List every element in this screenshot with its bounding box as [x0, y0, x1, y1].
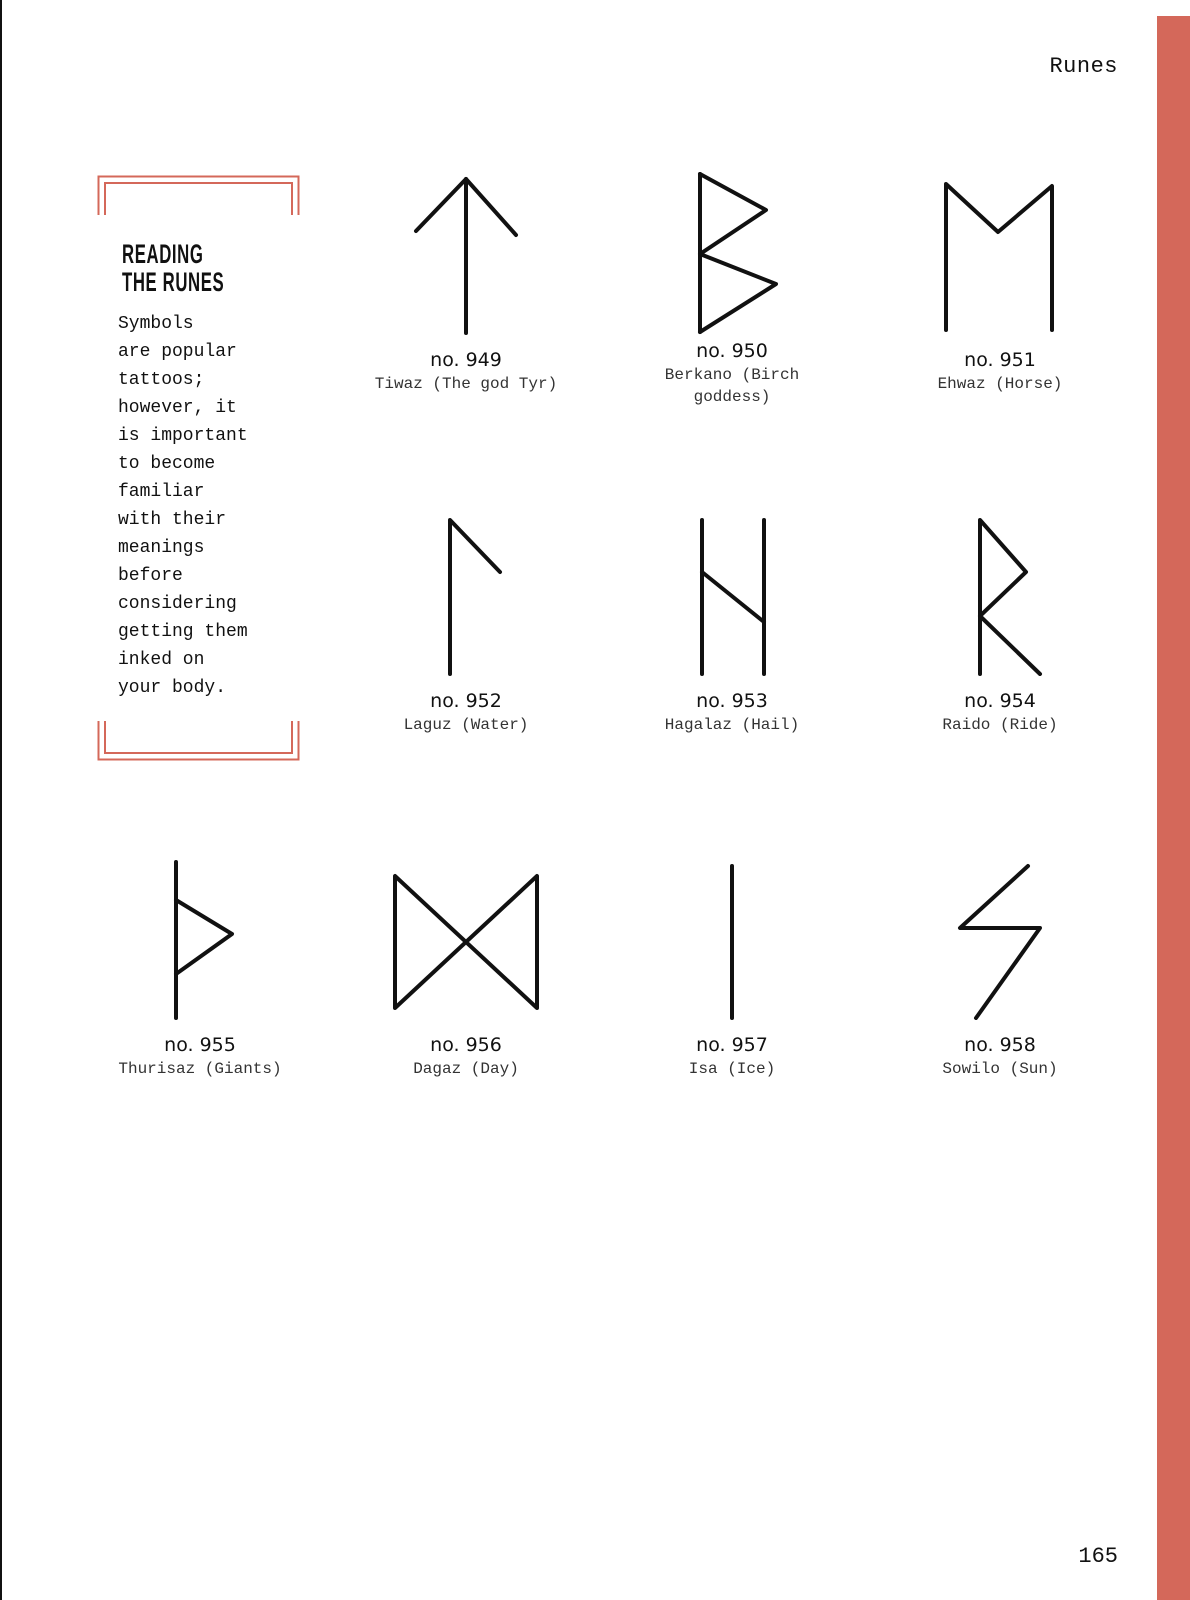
- callout-body: Symbols are popular tattoos; however, it is important to become familiar with their meanings before considering getting them inked on your body.: [118, 314, 248, 698]
- chapter-color-band: [1157, 16, 1190, 1600]
- rune-name: Thurisaz (Giants): [118, 1060, 282, 1078]
- callout-bottom-bracket: [97, 721, 300, 761]
- rune-card-957: [612, 860, 852, 1080]
- rune-card-956: [346, 860, 586, 1080]
- rune-name: Ehwaz (Horse): [937, 375, 1063, 393]
- rune-card-954: [880, 516, 1120, 736]
- isa-rune-icon: [702, 860, 762, 1020]
- page-edge-line: [0, 0, 2, 1600]
- dagaz-rune-icon: [391, 860, 541, 1020]
- rune-name: Laguz (Water): [403, 716, 529, 734]
- rune-number: no. 952: [430, 690, 502, 712]
- laguz-rune-icon: [406, 516, 526, 676]
- rune-number: no. 950: [696, 340, 768, 362]
- rune-name: Raido (Ride): [942, 716, 1058, 734]
- callout-top-bracket: [97, 175, 300, 215]
- rune-name: Berkano (Birch goddess): [664, 366, 800, 406]
- tiwaz-rune-icon: [406, 175, 526, 335]
- rune-number: no. 958: [964, 1034, 1036, 1056]
- rune-number: no. 957: [696, 1034, 768, 1056]
- rune-name: Tiwaz (The god Tyr): [374, 375, 558, 393]
- hagalaz-rune-icon: [682, 516, 782, 676]
- rune-card-952: [346, 516, 586, 736]
- rune-card-955: [80, 860, 320, 1080]
- rune-card-950: [612, 172, 852, 408]
- berkano-rune-icon: [682, 172, 782, 336]
- rune-card-953: [612, 516, 852, 736]
- rune-card-949: [346, 175, 586, 395]
- rune-card-958: [880, 860, 1120, 1080]
- rune-name: Dagaz (Day): [413, 1060, 519, 1078]
- rune-number: no. 955: [164, 1034, 236, 1056]
- rune-number: no. 953: [696, 690, 768, 712]
- rune-name: Isa (Ice): [688, 1060, 776, 1078]
- rune-card-951: [880, 180, 1120, 395]
- rune-number: no. 954: [964, 690, 1036, 712]
- rune-number: no. 949: [430, 349, 502, 371]
- rune-name: Hagalaz (Hail): [664, 716, 800, 734]
- raido-rune-icon: [940, 516, 1060, 676]
- thurisaz-rune-icon: [140, 860, 260, 1020]
- running-head: Runes: [1049, 54, 1118, 79]
- callout-title: READING THE RUNES: [122, 239, 225, 297]
- rune-number: no. 956: [430, 1034, 502, 1056]
- rune-number: no. 951: [964, 349, 1036, 371]
- reading-the-runes-callout: [97, 175, 300, 761]
- sowilo-rune-icon: [940, 860, 1060, 1020]
- ehwaz-rune-icon: [940, 180, 1060, 335]
- rune-name: Sowilo (Sun): [942, 1060, 1058, 1078]
- page-number: 165: [1078, 1544, 1118, 1569]
